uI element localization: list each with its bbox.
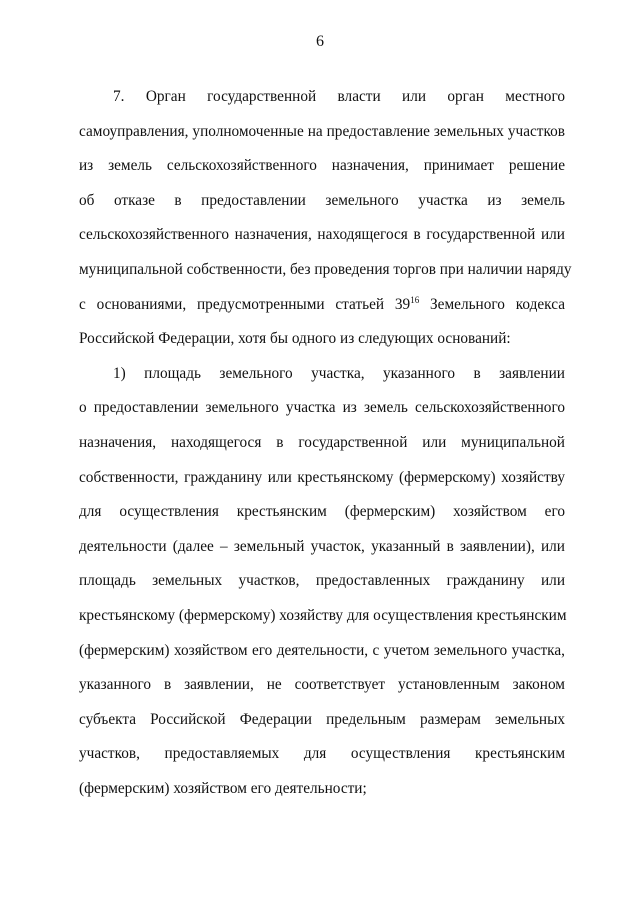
item-1-line-13: (фермерским) хозяйством его деятельности;: [79, 779, 367, 797]
item-1-line-4: собственности, гражданину или крестьянскому (фермерскому) хозяйству: [79, 468, 565, 486]
paragraph-7-line-8: Российской Федерации, хотя бы одного из следующих оснований:: [79, 330, 511, 348]
item-1-line-5: для осуществления крестьянским (фермерским) хозяйством его: [79, 503, 565, 521]
item-1-line-6: деятельности (далее – земельный участок, указанный в заявлении), или: [79, 537, 565, 555]
item-1-line-8: крестьянскому (фермерскому) хозяйству для осуществления крестьянским: [79, 606, 567, 624]
item-1-line-9: (фермерским) хозяйством его деятельности, с учетом земельного участка,: [79, 641, 565, 659]
item-1-line-11: субъекта Российской Федерации предельным размерам земельных: [79, 710, 565, 728]
item-1-line-10: указанного в заявлении, не соответствует установленным законом: [79, 676, 565, 694]
item-1: [79, 357, 565, 807]
item-1-line-7: площадь земельных участков, предоставленных гражданину или: [79, 572, 565, 590]
document-body: [79, 80, 572, 806]
article-reference-text: с основаниями, предусмотренными статьей 39: [79, 295, 411, 313]
page-number: 6: [316, 33, 324, 50]
item-1-line-1: 1) площадь земельного участка, указанного в заявлении: [113, 364, 565, 382]
paragraph-7-line-5: сельскохозяйственного назначения, находящегося в государственной или: [79, 226, 565, 244]
paragraph-7-line-4: об отказе в предоставлении земельного участка из земель: [79, 191, 565, 209]
paragraph-7-line-7: [79, 288, 565, 323]
paragraph-7: [79, 80, 572, 357]
article-superscript: 16: [410, 294, 420, 305]
paragraph-7-line-1: 7. Орган государственной власти или орган местного: [113, 88, 565, 105]
item-1-line-3: назначения, находящегося в государственной или муниципальной: [79, 433, 565, 451]
item-1-line-12: участков, предоставляемых для осуществления крестьянским: [79, 745, 565, 763]
item-1-line-2: о предоставлении земельного участка из земель сельскохозяйственного: [79, 399, 565, 417]
paragraph-7-line-2: самоуправления, уполномоченные на предоставление земельных участков: [79, 122, 565, 140]
paragraph-7-line-6: муниципальной собственности, без проведения торгов при наличии наряду: [79, 260, 572, 278]
land-code-text: Земельного кодекса: [419, 295, 565, 313]
paragraph-7-line-3: из земель сельскохозяйственного назначения, принимает решение: [79, 157, 565, 175]
